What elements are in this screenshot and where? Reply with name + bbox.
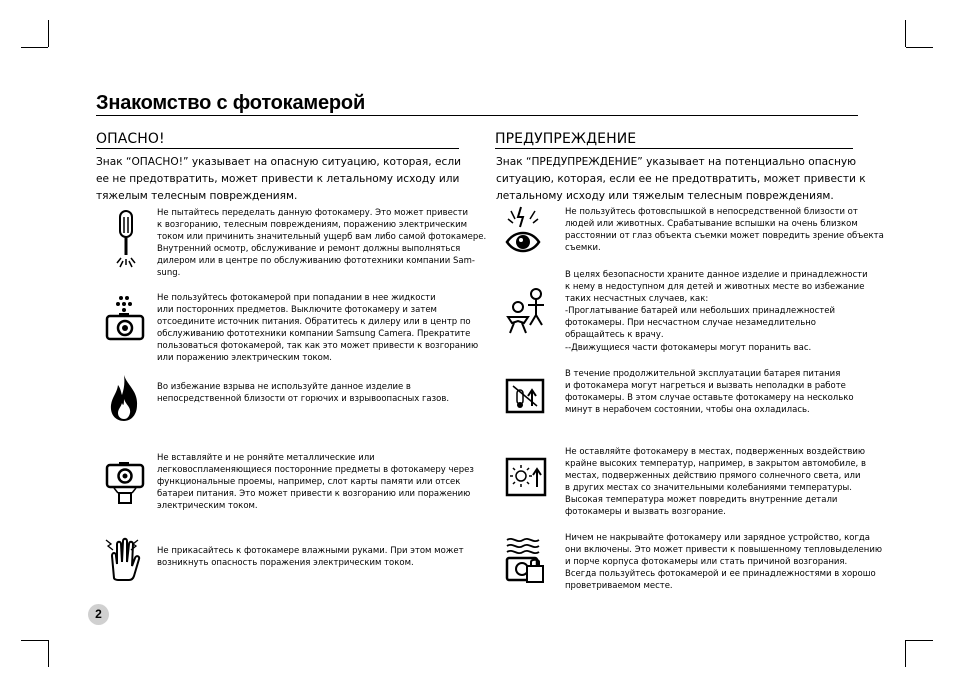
warning-intro: Знак “ПРЕДУПРЕЖДЕНИЕ” указывает на потенциально опасную ситуацию, которая, если ее не предотвратить, может привести к летальному исходу или тяжелым телесным повреждениям. [496, 156, 866, 202]
crop-mark [21, 47, 48, 48]
danger-item-text: Во избежание взрыва не используйте данное изделие в непосредственной близости от горючих и взрывоопасных газов. [157, 382, 450, 405]
flash-eye-icon [505, 205, 541, 253]
danger-heading-rule [96, 148, 459, 149]
page-title: Знакомство с фотокамерой [96, 92, 366, 114]
fire-icon [107, 373, 141, 423]
warning-heading: ПРЕДУПРЕЖДЕНИЕ [495, 131, 637, 147]
danger-item-text: Не прикасайтесь к фотокамере влажными руками. При этом может возникнуть опасность поражения электрическим током. [157, 546, 464, 569]
crop-mark [906, 47, 933, 48]
warning-item-text: Ничем не накрывайте фотокамеру или зарядное устройство, когда они включены. Это может привести к повышенному тепловыделению и порче корпуса фотокамеры или стать причиной возгорания. Всегда пользуйтесь фотокамерой и ее принадлежностями в хорошо проветриваемом месте. [565, 533, 883, 592]
battery-heat-icon [505, 378, 545, 414]
crop-mark [48, 20, 49, 47]
child-icon [504, 287, 548, 335]
danger-item-text: Не вставляйте и не роняйте металлические или легковоспламеняющиеся посторонние предметы в фотокамеру через функциональные проемы, например, слот карты памяти или отсек батареи питания. Это может привести к возгоранию или поражению электрическим током. [157, 453, 474, 512]
covered-camera-icon [503, 534, 547, 584]
sun-heat-icon [505, 457, 547, 497]
danger-heading: ОПАСНО! [96, 131, 165, 147]
crop-mark [48, 640, 49, 667]
wet-hand-icon [104, 536, 144, 582]
screwdriver-icon [111, 209, 141, 269]
warning-item-text: Не оставляйте фотокамеру в местах, подверженных воздействию крайне высоких температур, например, в закрытом автомобиле, в местах, подверженных действию прямого солнечного света, или в других местах со значительными колебаниями температуры. Высокая температура может повредить внутренние детали фотокамеры и вызвать возгорание. [565, 447, 866, 518]
crop-mark [905, 640, 906, 667]
title-rule [96, 115, 858, 116]
warning-item-text: В целях безопасности храните данное изделие и принадлежности к нему в недоступном для детей и животных месте во избежание таких несчастных случаев, как: -Проглатывание батарей или небольших принадлежностей фотокамеры. При несчастном случае незамедлительно обращайтесь к врачу. --Движущиеся части фотокамеры могут поранить вас. [565, 270, 868, 353]
camera-liquid-icon [104, 294, 146, 342]
page-number: 2 [88, 604, 109, 625]
danger-item-text: Не пользуйтесь фотокамерой при попадании в нее жидкости или посторонних предметов. Выключите фотокамеру и затем отсоедините источник питания. Обратитесь к дилеру или в центр по обслуживанию фототехники компании Samsung Camera. Прекратите пользоваться фотокамерой, так как это может привести к возгоранию или поражению электрическим током. [157, 293, 479, 364]
danger-item-text: Не пытайтесь переделать данную фотокамеру. Это может привести к возгоранию, телесным повреждениям, поражению электрическим током или причинить значительный ущерб вам либо самой фотокамере. Внутренний осмотр, обслуживание и ремонт должны выполняться дилером или в центре по обслуживанию фототехники компании Sam- sung. [157, 208, 487, 279]
warning-item-text: В течение продолжительной эксплуатации батарея питания и фотокамера могут нагреться и вызвать неполадки в работе фотокамеры. В этом случае оставьте фотокамеру на несколько минут в нерабочем состоянии, чтобы она охладилась. [565, 369, 854, 416]
warning-item-text: Не пользуйтесь фотовспышкой в непосредственной близости от людей или животных. Срабатывание вспышки на очень близком расстоянии от глаз объекта съемки может повредить зрение объекта съемки. [565, 207, 884, 254]
crop-mark [21, 640, 48, 641]
danger-intro: Знак “ОПАСНО!” указывает на опасную ситуацию, которая, если ее не предотвратить, может привести к летальному исходу или тяжелым телесным повреждениям. [96, 156, 462, 202]
crop-mark [906, 640, 933, 641]
crop-mark [905, 20, 906, 47]
camera-insert-icon [104, 460, 146, 506]
warning-heading-rule [495, 148, 853, 149]
